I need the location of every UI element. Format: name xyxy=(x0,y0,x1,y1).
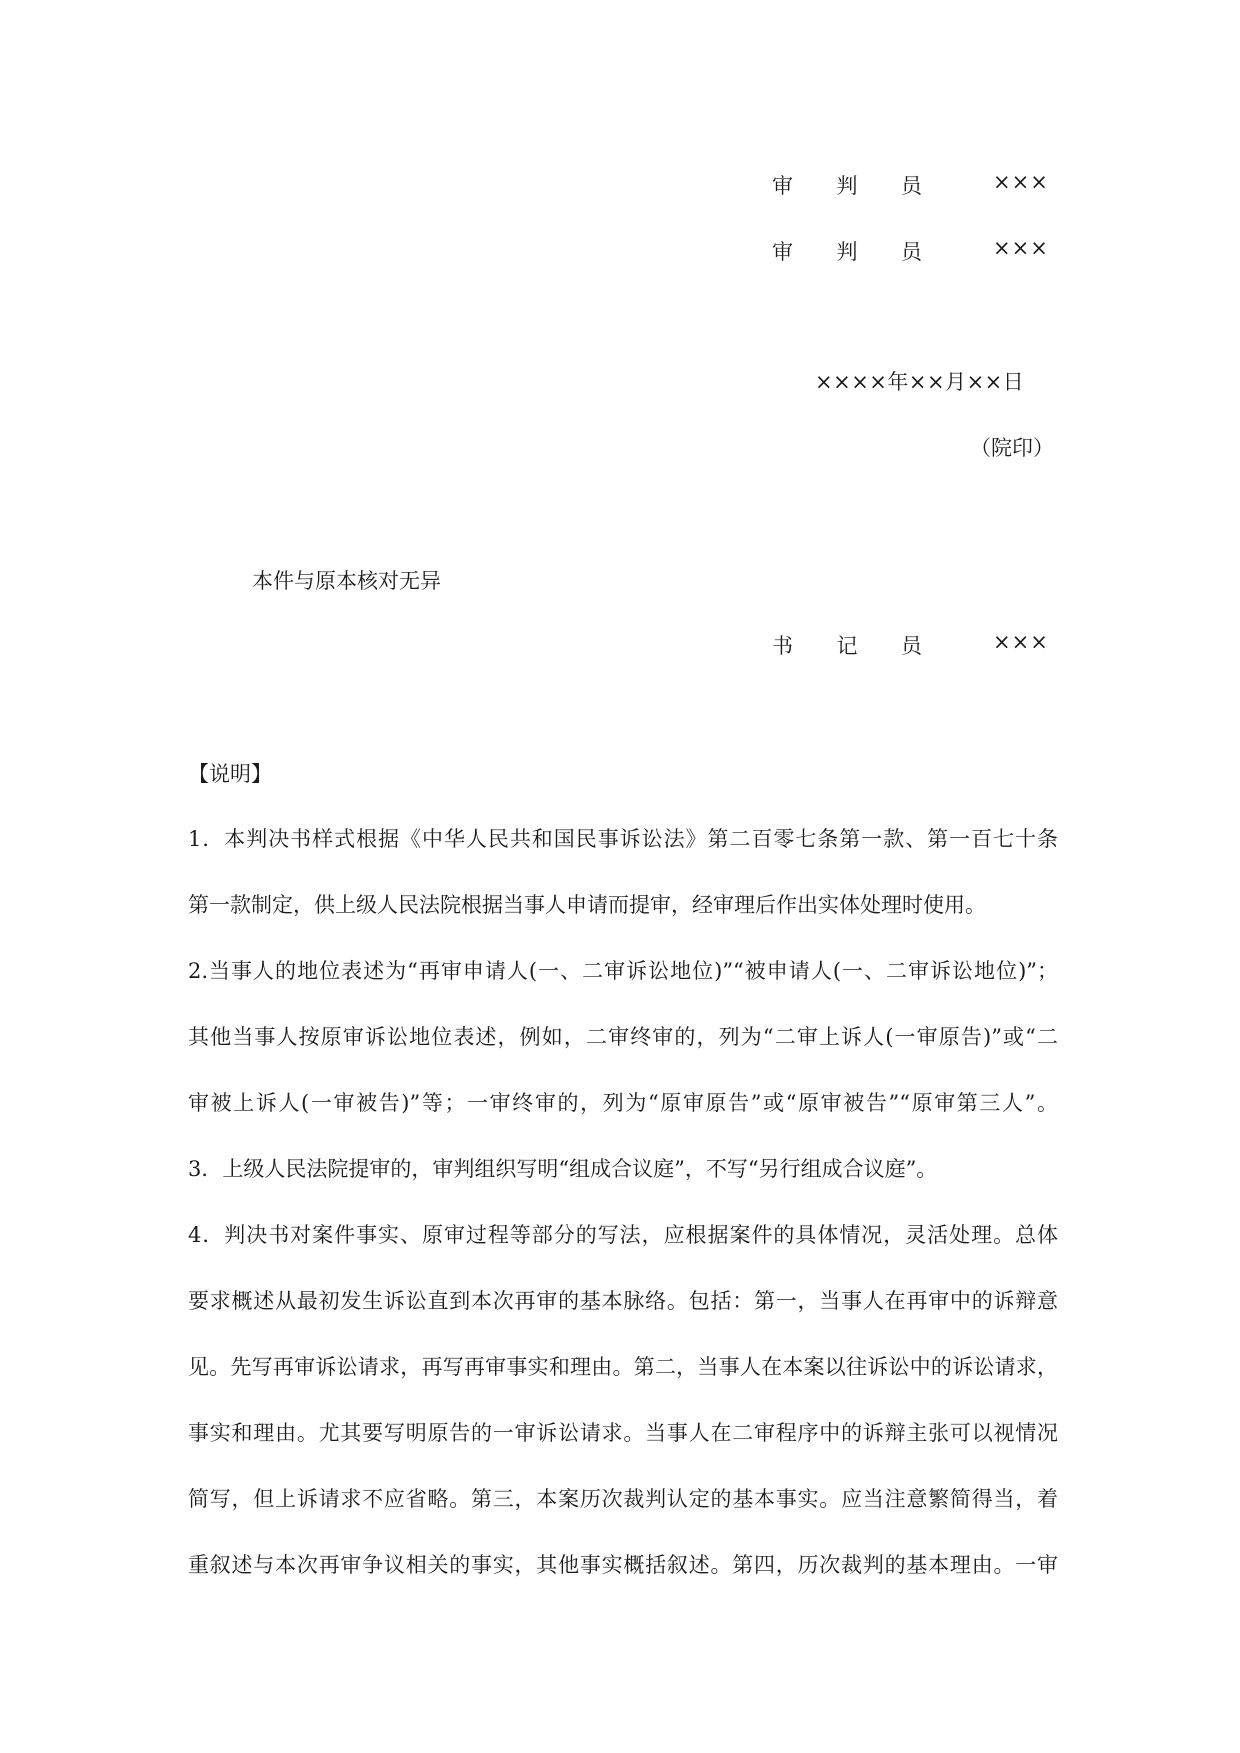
note-line-12: 重叙述与本次再审争议相关的事实，其他事实概括叙述。第四，历次裁判的基本理由。一审 xyxy=(188,1553,1058,1577)
note-line-9: 见。先写再审诉讼请求，再写再审事实和理由。第二，当事人在本案以往诉讼中的诉讼请求， xyxy=(188,1355,1058,1379)
note-line-6: 3．上级人民法院提审的，审判组织写明“组成合议庭”，不写“另行组成合议庭”。 xyxy=(188,1157,938,1181)
note-line-7: 4．判决书对案件事实、原审过程等部分的写法，应根据案件的具体情况，灵活处理。总体 xyxy=(188,1223,1058,1247)
judge-role-1 xyxy=(772,170,922,200)
note-line-8: 要求概述从最初发生诉讼直到本次再审的基本脉络。包括：第一，当事人在再审中的诉辩意 xyxy=(188,1289,1058,1313)
clerk-role xyxy=(772,630,922,660)
clerk-role-char-1: 书 xyxy=(772,634,793,658)
court-seal: （院印） xyxy=(970,436,1054,460)
note-line-1: 1．本判决书样式根据《中华人民共和国民事诉讼法》第二百零七条第一款、第一百七十条 xyxy=(188,827,1058,851)
judge-role-2 xyxy=(772,236,922,266)
clerk-name: ××× xyxy=(993,630,1049,654)
judge-role-2-char-3: 员 xyxy=(901,240,922,264)
judge-role-1-char-3: 员 xyxy=(901,174,922,198)
judge-name-1: ××× xyxy=(993,170,1049,194)
clerk-role-char-2: 记 xyxy=(836,634,858,658)
note-line-10: 事实和理由。尤其要写明原告的一审诉讼请求。当事人在二审程序中的诉辩主张可以视情况 xyxy=(188,1421,1058,1445)
note-line-3: 2.当事人的地位表述为“再审申请人(一、二审诉讼地位)”“被申请人(一、二审诉讼地位)”； xyxy=(188,959,1058,983)
note-line-4: 其他当事人按原审诉讼地位表述，例如，二审终审的，列为“二审上诉人(一审原告)”或“二 xyxy=(188,1025,1058,1049)
judgment-date: ××××年××月××日 xyxy=(815,370,1025,394)
judge-role-1-char-1: 审 xyxy=(772,174,793,198)
note-line-5: 审被上诉人(一审被告)”等；一审终审的，列为“原审原告”或“原审被告”“原审第三人”。 xyxy=(188,1091,1058,1115)
judge-role-2-char-2: 判 xyxy=(836,240,858,264)
notes-heading: 【说明】 xyxy=(188,762,272,786)
note-line-2: 第一款制定，供上级人民法院根据当事人申请而提审，经审理后作出实体处理时使用。 xyxy=(188,893,986,917)
clerk-role-char-3: 员 xyxy=(901,634,922,658)
judge-role-2-char-1: 审 xyxy=(772,240,793,264)
note-line-11: 简写，但上诉请求不应省略。第三，本案历次裁判认定的基本事实。应当注意繁简得当，着 xyxy=(188,1487,1058,1511)
certification-text: 本件与原本核对无异 xyxy=(252,569,441,593)
judge-name-2: ××× xyxy=(993,236,1049,260)
judge-role-1-char-2: 判 xyxy=(836,174,858,198)
